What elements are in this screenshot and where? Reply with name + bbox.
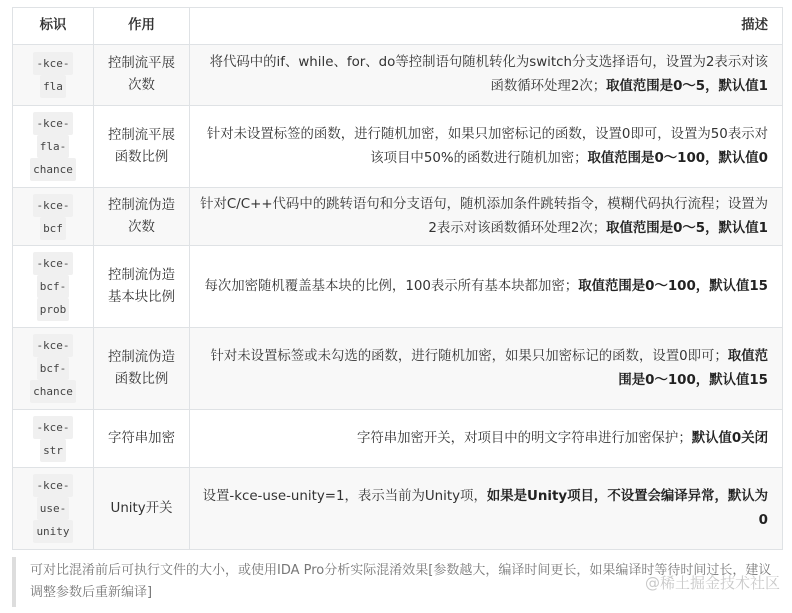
description-cell xyxy=(190,246,783,328)
purpose-cell: 控制流伪造函数比例 xyxy=(94,328,190,410)
flag-cell xyxy=(13,468,94,550)
purpose-cell: 控制流平展函数比例 xyxy=(94,106,190,188)
description-cell xyxy=(190,468,783,550)
flag-code: -kce- xyxy=(33,52,72,75)
flag-code: bcf xyxy=(40,217,66,240)
flag-code: -kce- xyxy=(33,334,72,357)
description-default: 取值范围是0～100，默认值15 xyxy=(578,278,768,294)
flag-code: -kce- xyxy=(33,416,72,439)
flag-code: prob xyxy=(37,298,70,321)
table-row xyxy=(13,45,783,106)
purpose-cell: 字符串加密 xyxy=(94,410,190,468)
flag-code: chance xyxy=(30,380,76,403)
header-description: 描述 xyxy=(190,8,783,45)
table-row xyxy=(13,410,783,468)
flag-code: fla xyxy=(40,75,66,98)
flag-code: fla- xyxy=(37,135,70,158)
flag-cell xyxy=(13,246,94,328)
purpose-cell: 控制流伪造次数 xyxy=(94,188,190,246)
flag-cell xyxy=(13,328,94,410)
description-cell xyxy=(190,410,783,468)
header-flag: 标识 xyxy=(13,8,94,45)
description-default: 取值范围是0～100，默认值0 xyxy=(587,150,768,166)
description-text: 将代码中的if、while、for、do等控制语句随机转化为switch分支选择语句，设置为2表示对该函数循环处理2次； xyxy=(209,55,768,94)
description-default: 取值范围是0～100，默认值15 xyxy=(618,348,768,388)
purpose-cell: 控制流平展次数 xyxy=(94,45,190,106)
description-text: 每次加密随机覆盖基本块的比例，100表示所有基本块都加密； xyxy=(204,278,579,294)
flag-cell xyxy=(13,45,94,106)
description-text: 针对未设置标签或未勾选的函数，进行随机加密，如果只加密标记的函数，设置0即可； xyxy=(210,348,728,364)
description-default: 如果是Unity项目，不设置会编译异常，默认为0 xyxy=(486,488,768,528)
table-header-row xyxy=(13,8,783,45)
table-body xyxy=(13,45,783,550)
flag-code: -kce- xyxy=(33,112,72,135)
flag-cell xyxy=(13,188,94,246)
flag-code: bcf- xyxy=(37,357,70,380)
flag-code: -kce- xyxy=(33,474,72,497)
description-text: 设置-kce-use-unity=1，表示当前为Unity项， xyxy=(202,488,487,504)
description-cell xyxy=(190,45,783,106)
description-default: 取值范围是0～5，默认值1 xyxy=(606,220,768,236)
note-text: 可对比混淆前后可执行文件的大小，或使用IDA Pro分析实际混淆效果[参数越大，编译时间更长，如果编译时等待时间过长，建议调整参数后重新编译] xyxy=(30,563,772,600)
table-row xyxy=(13,106,783,188)
description-text: 字符串加密开关，对项目中的明文字符串进行加密保护； xyxy=(356,430,692,446)
table-row xyxy=(13,328,783,410)
flag-code: use- xyxy=(37,497,70,520)
description-cell xyxy=(190,188,783,246)
description-default: 默认值0关闭 xyxy=(691,430,768,446)
description-cell xyxy=(190,106,783,188)
description-text: 针对C/C++代码中的跳转语句和分支语句，随机添加条件跳转指令，模糊代码执行流程；设置为2表示对该函数循环处理2次； xyxy=(200,196,768,236)
table-row xyxy=(13,468,783,550)
flag-code: unity xyxy=(33,520,72,543)
purpose-cell: 控制流伪造基本块比例 xyxy=(94,246,190,328)
description-default: 取值范围是0～5，默认值1 xyxy=(606,79,768,94)
parameter-table xyxy=(12,7,783,550)
table-row xyxy=(13,188,783,246)
header-purpose: 作用 xyxy=(94,8,190,45)
description-text: 针对未设置标签的函数，进行随机加密，如果只加密标记的函数，设置0即可，设置为50表示对该项目中50%的函数进行随机加密； xyxy=(206,126,768,166)
flag-cell xyxy=(13,410,94,468)
watermark: @稀土掘金技术社区 xyxy=(644,574,780,592)
description-cell xyxy=(190,328,783,410)
flag-code: str xyxy=(40,439,66,462)
flag-code: -kce- xyxy=(33,194,72,217)
flag-code: -kce- xyxy=(33,252,72,275)
flag-code: chance xyxy=(30,158,76,181)
flag-code: bcf- xyxy=(37,275,70,298)
purpose-cell: Unity开关 xyxy=(94,468,190,550)
flag-cell xyxy=(13,106,94,188)
table-row xyxy=(13,246,783,328)
